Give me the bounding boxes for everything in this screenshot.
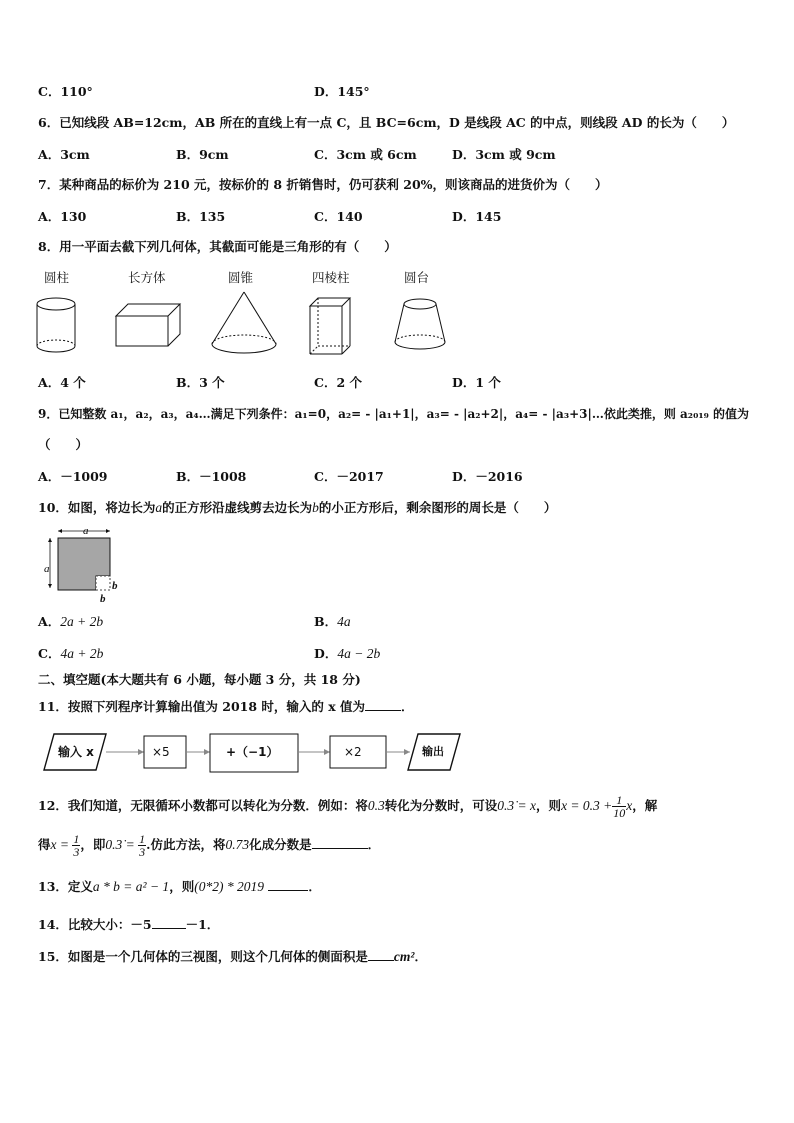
- q10-fig-label-left-a: a: [44, 563, 50, 575]
- q7-option-a: A．130: [38, 209, 87, 224]
- q8-stem: 8．用一平面去截下列几何体，其截面可能是三角形的有（ ）: [38, 239, 397, 254]
- q12-text-2: 转化为分数时，可设: [384, 798, 498, 813]
- q14-text-end: －1．: [185, 917, 220, 932]
- q13-text-pre: 13．定义: [38, 879, 93, 894]
- q10-option-b: [314, 614, 351, 630]
- q12-assume-decimal: 0.3̇: [497, 798, 515, 813]
- q10-fig-label-right-b: b: [112, 580, 118, 592]
- q10-stem-mid: 的正方形沿虚线剪去边长为: [162, 500, 313, 515]
- q13-answer-blank[interactable]: [268, 878, 308, 891]
- q12-text-3: ，则: [536, 798, 562, 813]
- q6-option-a: A．3cm: [38, 147, 90, 162]
- q7-option-d: D．145: [452, 209, 502, 224]
- q10-option-d-expr: 4a − 2b: [337, 646, 381, 661]
- q10-option-c-expr: 4a + 2b: [60, 646, 104, 661]
- solid-label-cylinder: 圆柱: [44, 270, 70, 285]
- q6-option-b: B．9cm: [176, 147, 229, 162]
- q15-unit: cm²: [393, 949, 415, 964]
- q7-option-c: C．140: [314, 209, 363, 224]
- q15-text-end: ．: [414, 949, 427, 964]
- q12-fraction-1-10: [612, 794, 626, 819]
- q14-answer-blank[interactable]: [152, 916, 186, 929]
- q10-option-a-label: A．: [38, 614, 61, 629]
- q5-option-c: C．110°: [38, 84, 93, 99]
- q14-stem: [38, 916, 219, 933]
- flow-times-5: ×5: [152, 745, 170, 759]
- q12-text-5: 得: [38, 837, 51, 852]
- solid-label-cuboid: 长方体: [128, 270, 166, 285]
- flow-input-x: 输入 x: [58, 745, 94, 759]
- q12-frac1-den: 10: [613, 806, 626, 820]
- q13-expression: (0*2) * 2019: [194, 879, 264, 894]
- q8-option-c: C．2 个: [314, 375, 362, 390]
- q10-option-a-expr: 2a + 2b: [60, 614, 104, 629]
- q12-frac3-num: 1: [139, 832, 146, 846]
- q10-var-a: a: [155, 500, 163, 515]
- q12-repeating-decimal-3: 0.7̇3̇: [225, 837, 250, 852]
- flow-plus-minus-1: +（−1）: [226, 745, 279, 759]
- q12-assume-x: x: [530, 798, 537, 813]
- q12-repeating-decimal-1: 0.3̇: [367, 798, 385, 813]
- flow-output: 输出: [422, 745, 444, 758]
- q10-stem: [38, 500, 556, 516]
- q9-option-b: B．－1008: [176, 469, 247, 484]
- q11-answer-blank[interactable]: [365, 698, 401, 711]
- q12-text-7: .仿此方法，将: [146, 837, 226, 852]
- q8-option-a: A．4 个: [38, 375, 86, 390]
- q15-text: 15．如图是一个几何体的三视图，则这个几何体的侧面积是: [38, 949, 368, 964]
- q8-option-b: B．3 个: [176, 375, 225, 390]
- q9-option-d: D．－2016: [452, 469, 523, 484]
- q12-result-x-var: x: [50, 837, 57, 852]
- q12-text-6: ，即: [80, 837, 106, 852]
- q12-frac2-den: 3: [73, 845, 80, 859]
- q10-option-b-expr: 4a: [337, 614, 351, 629]
- q12-frac3-den: 3: [139, 845, 146, 859]
- q10-stem-post: 的小正方形后，剩余图形的周长是（ ）: [318, 500, 557, 515]
- q12-text-end: ．: [367, 837, 381, 852]
- q10-option-c-label: C．: [38, 646, 61, 661]
- q9-option-a: A．－1009: [38, 469, 108, 484]
- cuboid-figure: [114, 302, 184, 348]
- q7-stem: 7．某种商品的标价为 210 元，按标价的 8 折销售时，仍可获利 20%，则该商品的进货价为（ ）: [38, 177, 608, 192]
- q14-text: 14．比较大小：－5: [38, 917, 152, 932]
- q5-option-d: D．145°: [314, 84, 370, 99]
- q12-line1: [38, 793, 657, 819]
- q7-option-b: B．135: [176, 209, 226, 224]
- cylinder-figure: [34, 296, 78, 356]
- q15-stem: [38, 948, 427, 965]
- solid-label-cone: 圆锥: [228, 270, 254, 285]
- q10-fig-label-top-a: a: [83, 525, 89, 537]
- q10-var-b: b: [312, 500, 319, 515]
- q10-option-a: [38, 614, 103, 630]
- q13-text-end: ．: [308, 879, 321, 894]
- q13-stem: [38, 878, 321, 895]
- prism-figure: [306, 296, 354, 358]
- q12-text-4: ，解: [632, 798, 658, 813]
- q10-option-d: [314, 646, 380, 662]
- q12-repeating-decimal-2: 0.3̇: [105, 837, 123, 852]
- q8-option-d: D．1 个: [452, 375, 501, 390]
- frustum-figure: [392, 296, 448, 356]
- q6-option-d: D．3cm 或 9cm: [452, 147, 556, 162]
- solid-label-frustum: 圆台: [404, 270, 430, 285]
- q15-answer-blank[interactable]: [368, 948, 394, 961]
- q9-option-c: C．－2017: [314, 469, 384, 484]
- q13-text-mid: ，则: [169, 879, 195, 894]
- q12-fraction-1-3-b: [138, 833, 146, 858]
- q12-text-8: 化成分数是: [249, 837, 312, 852]
- q11-stem-text: 11．按照下列程序计算输出值为 2018 时，输入的 x 值为: [38, 699, 366, 714]
- q13-definition: a * b = a² − 1: [92, 879, 170, 894]
- q12-text-1: 12．我们知道，无限循环小数都可以转化为分数．例如：将: [38, 798, 368, 813]
- flow-times-2: ×2: [344, 745, 362, 759]
- q12-answer-blank[interactable]: [312, 836, 368, 849]
- q12-equation-lhs: x = 0.3 +: [561, 798, 613, 813]
- q10-option-c: [38, 646, 103, 662]
- section-2-title: 二、填空题(本大题共有 6 小题，每小题 3 分，共 18 分): [38, 672, 361, 687]
- q10-option-b-label: B．: [314, 614, 338, 629]
- q12-frac1-num: 1: [612, 794, 626, 807]
- q10-stem-pre: 10．如图，将边长为: [38, 500, 156, 515]
- q12-frac2-num: 1: [73, 832, 80, 846]
- q6-stem: 6．已知线段 AB=12cm，AB 所在的直线上有一点 C，且 BC=6cm，D 是线段 AC 的中点，则线段 AD 的长为（ ）: [38, 115, 735, 130]
- q12-equation-x: x: [626, 798, 633, 813]
- solid-label-prism: 四棱柱: [312, 270, 350, 285]
- q9-stem-paren: （ ）: [38, 437, 89, 452]
- q9-stem: 9．已知整数 a₁，a₂，a₃，a₄…满足下列条件：a₁=0，a₂= - |a₁+1|，a₃= - |a₂+2|，a₄= - |a₃+3|…依此类推，则 a₂₀₁₉ 的值为: [38, 407, 750, 421]
- q6-option-c: C．3cm 或 6cm: [314, 147, 417, 162]
- cone-figure: [208, 290, 280, 358]
- q10-fig-label-bottom-b: b: [100, 593, 106, 605]
- q12-assume: 0.3̇ = x: [497, 798, 537, 813]
- q10-option-d-label: D．: [314, 646, 338, 661]
- q12-line2: 得x = $\frac{1}{3}$ ，即0.3̇ = $\frac{1}{3}$ .仿此方法，将0.7̇3̇化成分数是 ．: [38, 832, 381, 859]
- q11-stem: [38, 698, 414, 715]
- q11-stem-end: ．: [401, 699, 414, 714]
- q12-result-x: x =: [50, 837, 73, 852]
